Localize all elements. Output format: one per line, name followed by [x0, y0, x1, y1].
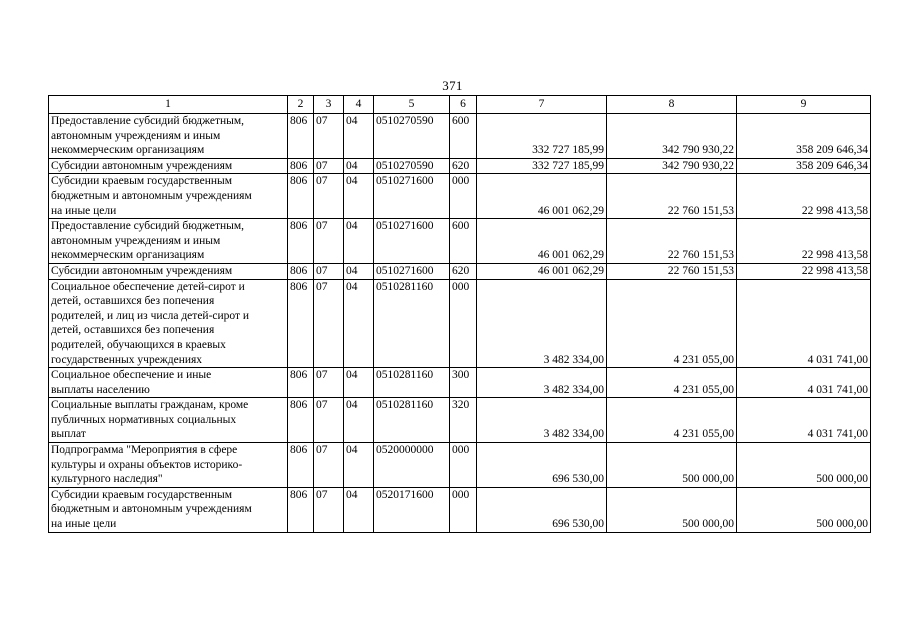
- row-amount-cell: 500 000,00: [607, 487, 737, 532]
- row-code-cell: 07: [314, 114, 344, 159]
- row-code-cell: 600: [450, 219, 477, 264]
- row-code-cell: 07: [314, 219, 344, 264]
- row-code-cell: 0510270590: [374, 114, 450, 159]
- row-amount-cell: 3 482 334,00: [477, 398, 607, 443]
- row-code-cell: 07: [314, 398, 344, 443]
- row-amount-cell: 22 760 151,53: [607, 263, 737, 279]
- row-code-cell: 0510271600: [374, 263, 450, 279]
- row-amount-cell: 4 031 741,00: [737, 279, 871, 368]
- row-code-cell: 04: [344, 114, 374, 159]
- row-name-cell: Социальное обеспечение детей-сирот и детей, оставшихся без попечения родителей, и лиц из числа детей-сирот и детей, оставшихся без попечения родителей, обучающихся в краевых государственных учреждениях: [49, 279, 288, 368]
- page-number: 371: [442, 78, 463, 93]
- row-amount-cell: 22 760 151,53: [607, 174, 737, 219]
- header-col-2: 2: [288, 96, 314, 114]
- row-name-cell: Социальные выплаты гражданам, кроме публичных нормативных социальных выплат: [49, 398, 288, 443]
- row-amount-cell: 4 031 741,00: [737, 368, 871, 398]
- row-amount-cell: 342 790 930,22: [607, 114, 737, 159]
- row-code-cell: 620: [450, 158, 477, 174]
- header-col-3: 3: [314, 96, 344, 114]
- row-code-cell: 04: [344, 368, 374, 398]
- row-code-cell: 07: [314, 263, 344, 279]
- row-name-cell: Предоставление субсидий бюджетным, автономным учреждениям и иным некоммерческим организациям: [49, 219, 288, 264]
- row-amount-cell: 4 231 055,00: [607, 368, 737, 398]
- row-code-cell: 000: [450, 487, 477, 532]
- row-code-cell: 806: [288, 114, 314, 159]
- row-amount-cell: 22 760 151,53: [607, 219, 737, 264]
- row-amount-cell: 500 000,00: [607, 443, 737, 488]
- row-code-cell: 000: [450, 443, 477, 488]
- table-row: [49, 114, 871, 159]
- row-code-cell: 000: [450, 174, 477, 219]
- table-row: [49, 398, 871, 443]
- table-row: [49, 219, 871, 264]
- table-row: [49, 279, 871, 368]
- row-code-cell: 806: [288, 279, 314, 368]
- row-code-cell: 600: [450, 114, 477, 159]
- row-amount-cell: 22 998 413,58: [737, 174, 871, 219]
- header-col-1: 1: [49, 96, 288, 114]
- row-code-cell: 07: [314, 158, 344, 174]
- row-amount-cell: 4 231 055,00: [607, 398, 737, 443]
- row-code-cell: 806: [288, 263, 314, 279]
- row-name-cell: Подпрограмма "Мероприятия в сфере культуры и охраны объектов историко- культурного наследия": [49, 443, 288, 488]
- row-code-cell: 0510270590: [374, 158, 450, 174]
- row-name-cell: Социальное обеспечение и иные выплаты населению: [49, 368, 288, 398]
- row-amount-cell: 3 482 334,00: [477, 279, 607, 368]
- row-amount-cell: 358 209 646,34: [737, 114, 871, 159]
- row-code-cell: 07: [314, 279, 344, 368]
- row-code-cell: 07: [314, 368, 344, 398]
- row-name-cell: Предоставление субсидий бюджетным, автономным учреждениям и иным некоммерческим организациям: [49, 114, 288, 159]
- row-code-cell: 0510281160: [374, 279, 450, 368]
- row-code-cell: 04: [344, 158, 374, 174]
- row-amount-cell: 500 000,00: [737, 487, 871, 532]
- row-code-cell: 806: [288, 158, 314, 174]
- row-code-cell: 04: [344, 443, 374, 488]
- row-code-cell: 04: [344, 263, 374, 279]
- row-amount-cell: 4 231 055,00: [607, 279, 737, 368]
- row-code-cell: 0510281160: [374, 368, 450, 398]
- row-code-cell: 806: [288, 174, 314, 219]
- header-col-8: 8: [607, 96, 737, 114]
- row-code-cell: 0510271600: [374, 219, 450, 264]
- row-code-cell: 320: [450, 398, 477, 443]
- row-code-cell: 07: [314, 174, 344, 219]
- row-code-cell: 0510281160: [374, 398, 450, 443]
- row-code-cell: 04: [344, 219, 374, 264]
- row-code-cell: 806: [288, 219, 314, 264]
- row-amount-cell: 342 790 930,22: [607, 158, 737, 174]
- table-row: [49, 487, 871, 532]
- row-amount-cell: 3 482 334,00: [477, 368, 607, 398]
- row-amount-cell: 696 530,00: [477, 487, 607, 532]
- row-name-cell: Субсидии краевым государственным бюджетным и автономным учреждениям на иные цели: [49, 487, 288, 532]
- row-code-cell: 07: [314, 487, 344, 532]
- row-code-cell: 806: [288, 487, 314, 532]
- header-col-9: 9: [737, 96, 871, 114]
- row-amount-cell: 358 209 646,34: [737, 158, 871, 174]
- row-amount-cell: 500 000,00: [737, 443, 871, 488]
- row-code-cell: 806: [288, 368, 314, 398]
- row-amount-cell: 696 530,00: [477, 443, 607, 488]
- row-amount-cell: 332 727 185,99: [477, 114, 607, 159]
- header-col-4: 4: [344, 96, 374, 114]
- row-name-cell: Субсидии автономным учреждениям: [49, 158, 288, 174]
- row-code-cell: 0520171600: [374, 487, 450, 532]
- budget-table: [48, 95, 871, 533]
- row-code-cell: 806: [288, 398, 314, 443]
- table-row: [49, 443, 871, 488]
- table-row: [49, 174, 871, 219]
- row-name-cell: Субсидии краевым государственным бюджетным и автономным учреждениям на иные цели: [49, 174, 288, 219]
- row-amount-cell: 22 998 413,58: [737, 219, 871, 264]
- row-name-cell: Субсидии автономным учреждениям: [49, 263, 288, 279]
- row-code-cell: 0510271600: [374, 174, 450, 219]
- row-code-cell: 07: [314, 443, 344, 488]
- row-code-cell: 04: [344, 279, 374, 368]
- row-amount-cell: 4 031 741,00: [737, 398, 871, 443]
- row-amount-cell: 22 998 413,58: [737, 263, 871, 279]
- table-row: [49, 158, 871, 174]
- row-code-cell: 0520000000: [374, 443, 450, 488]
- row-code-cell: 806: [288, 443, 314, 488]
- row-code-cell: 000: [450, 279, 477, 368]
- row-amount-cell: 46 001 062,29: [477, 219, 607, 264]
- header-col-5: 5: [374, 96, 450, 114]
- table-row: [49, 368, 871, 398]
- table-row: [49, 263, 871, 279]
- table-header-row: [49, 96, 871, 114]
- row-code-cell: 04: [344, 174, 374, 219]
- row-amount-cell: 46 001 062,29: [477, 263, 607, 279]
- row-amount-cell: 332 727 185,99: [477, 158, 607, 174]
- header-col-6: 6: [450, 96, 477, 114]
- row-code-cell: 620: [450, 263, 477, 279]
- row-code-cell: 04: [344, 398, 374, 443]
- row-amount-cell: 46 001 062,29: [477, 174, 607, 219]
- row-code-cell: 300: [450, 368, 477, 398]
- header-col-7: 7: [477, 96, 607, 114]
- row-code-cell: 04: [344, 487, 374, 532]
